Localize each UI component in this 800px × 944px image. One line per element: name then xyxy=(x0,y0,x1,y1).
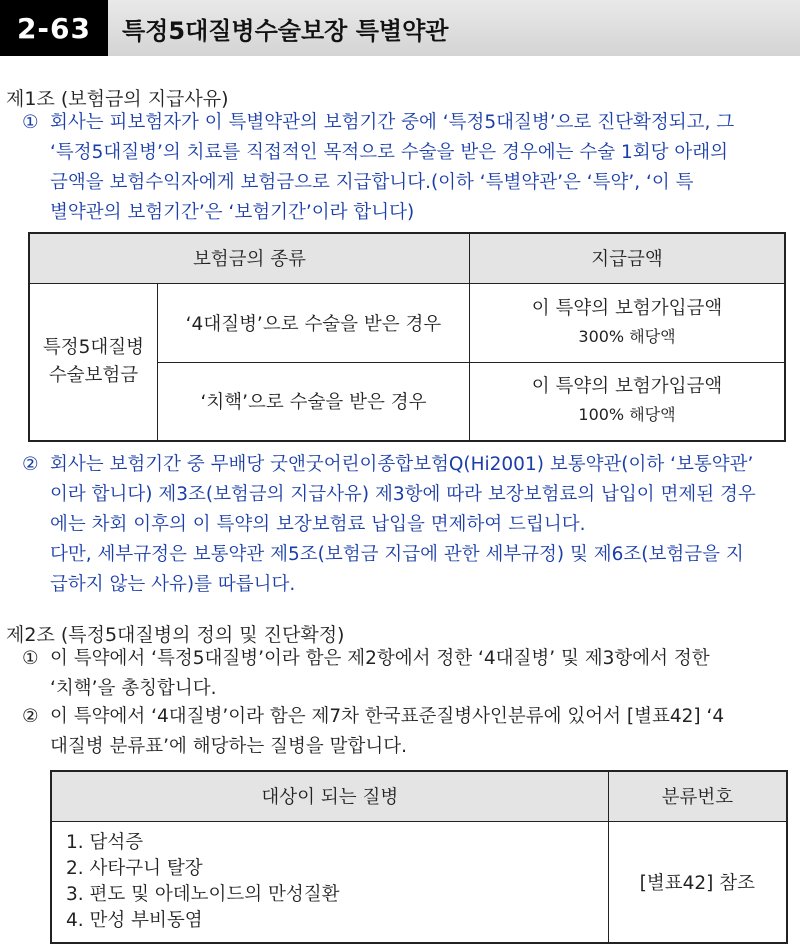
table-row xyxy=(29,283,785,362)
table-header-benefit-type: 보험금의 종류 xyxy=(29,233,470,283)
benefit-name-cell: 특정5대질병 수술보험금 xyxy=(29,283,158,441)
article-2-paragraph-2 xyxy=(22,702,794,762)
table-row xyxy=(51,821,787,943)
paragraph-line: ① 이 특약에서 ‘특정5대질병’이라 함은 제2항에서 정한 ‘4대질병’ 및 제3항에서 정한 xyxy=(22,644,794,674)
paragraph-line: 에는 차회 이후의 이 특약의 보장보험료 납입을 면제하여 드립니다. xyxy=(50,514,586,535)
paragraph-line: 이라 합니다) 제3조(보험금의 지급사유) 제3항에 따라 보장보험료의 납입이 면제된 경우 xyxy=(50,484,756,505)
article-1-paragraph-2 xyxy=(22,450,794,600)
paragraph-line: ② 이 특약에서 ‘4대질병’이라 함은 제7차 한국표준질병사인분류에 있어서 [별표42] ‘4 xyxy=(22,702,794,732)
table-header-amount: 지급금액 xyxy=(470,233,786,283)
list-item: 2. 사타구니 탈장 xyxy=(66,857,203,879)
condition-cell: ‘치핵’으로 수술을 받은 경우 xyxy=(158,362,470,441)
paragraph-line: ① 회사는 피보험자가 이 특별약관의 보험기간 중에 ‘특정5대질병’으로 진단확정되고, 그 xyxy=(22,108,794,138)
paragraph-number: ② xyxy=(22,454,39,475)
paragraph-line: ② 회사는 보험기간 중 무배당 굿앤굿어린이종합보험Q(Hi2001) 보통약관(이하 ‘보통약관’ xyxy=(22,450,794,480)
header-bar xyxy=(0,0,800,56)
paragraph-line: ‘특정5대질병’의 치료를 직접적인 목적으로 수술을 받은 경우에는 수술 1회당 아래의 xyxy=(50,142,728,163)
paragraph-line: 급하지 않는 사유)를 따릅니다. xyxy=(50,574,296,595)
list-item: 1. 담석증 xyxy=(66,831,144,853)
code-cell: [별표42] 참조 xyxy=(608,821,787,943)
article-1-title: 제1조 (보험금의 지급사유) xyxy=(6,88,229,110)
table-header-code: 분류번호 xyxy=(608,771,787,821)
amount-cell: 이 특약의 보험가입금액 300% 해당액 xyxy=(470,283,786,362)
disease-table xyxy=(50,770,788,944)
amount-cell: 이 특약의 보험가입금액 100% 해당액 xyxy=(470,362,786,441)
paragraph-line: 금액을 보험수익자에게 보험금으로 지급합니다.(이하 ‘특별약관’은 ‘특약’, ‘이 특 xyxy=(50,172,694,193)
paragraph-line: ‘치핵’을 총칭합니다. xyxy=(50,678,217,699)
disease-list-cell xyxy=(51,821,608,943)
benefit-table xyxy=(28,232,786,442)
paragraph-line: 다만, 세부규정은 보통약관 제5조(보험금 지급에 관한 세부규정) 및 제6조(보험금을 지 xyxy=(50,544,744,565)
paragraph-number: ① xyxy=(22,648,39,669)
paragraph-number: ② xyxy=(22,706,39,727)
condition-cell: ‘4대질병’으로 수술을 받은 경우 xyxy=(158,283,470,362)
paragraph-number: ① xyxy=(22,112,39,133)
paragraph-line: 별약관의 보험기간’은 ‘보험기간’이라 합니다) xyxy=(50,202,415,223)
list-item: 4. 만성 부비동염 xyxy=(66,909,203,931)
article-2-paragraph-1 xyxy=(22,644,794,704)
table-header-disease: 대상이 되는 질병 xyxy=(51,771,608,821)
section-number: 2-63 xyxy=(0,0,108,56)
list-item: 3. 편도 및 아데노이드의 만성질환 xyxy=(66,883,340,905)
page-title: 특정5대질병수술보장 특별약관 xyxy=(108,0,800,56)
article-2-title: 제2조 (특정5대질병의 정의 및 진단확정) xyxy=(6,624,345,646)
article-1-paragraph-1 xyxy=(22,108,794,228)
paragraph-line: 대질병 분류표’에 해당하는 질병을 말합니다. xyxy=(50,736,407,757)
